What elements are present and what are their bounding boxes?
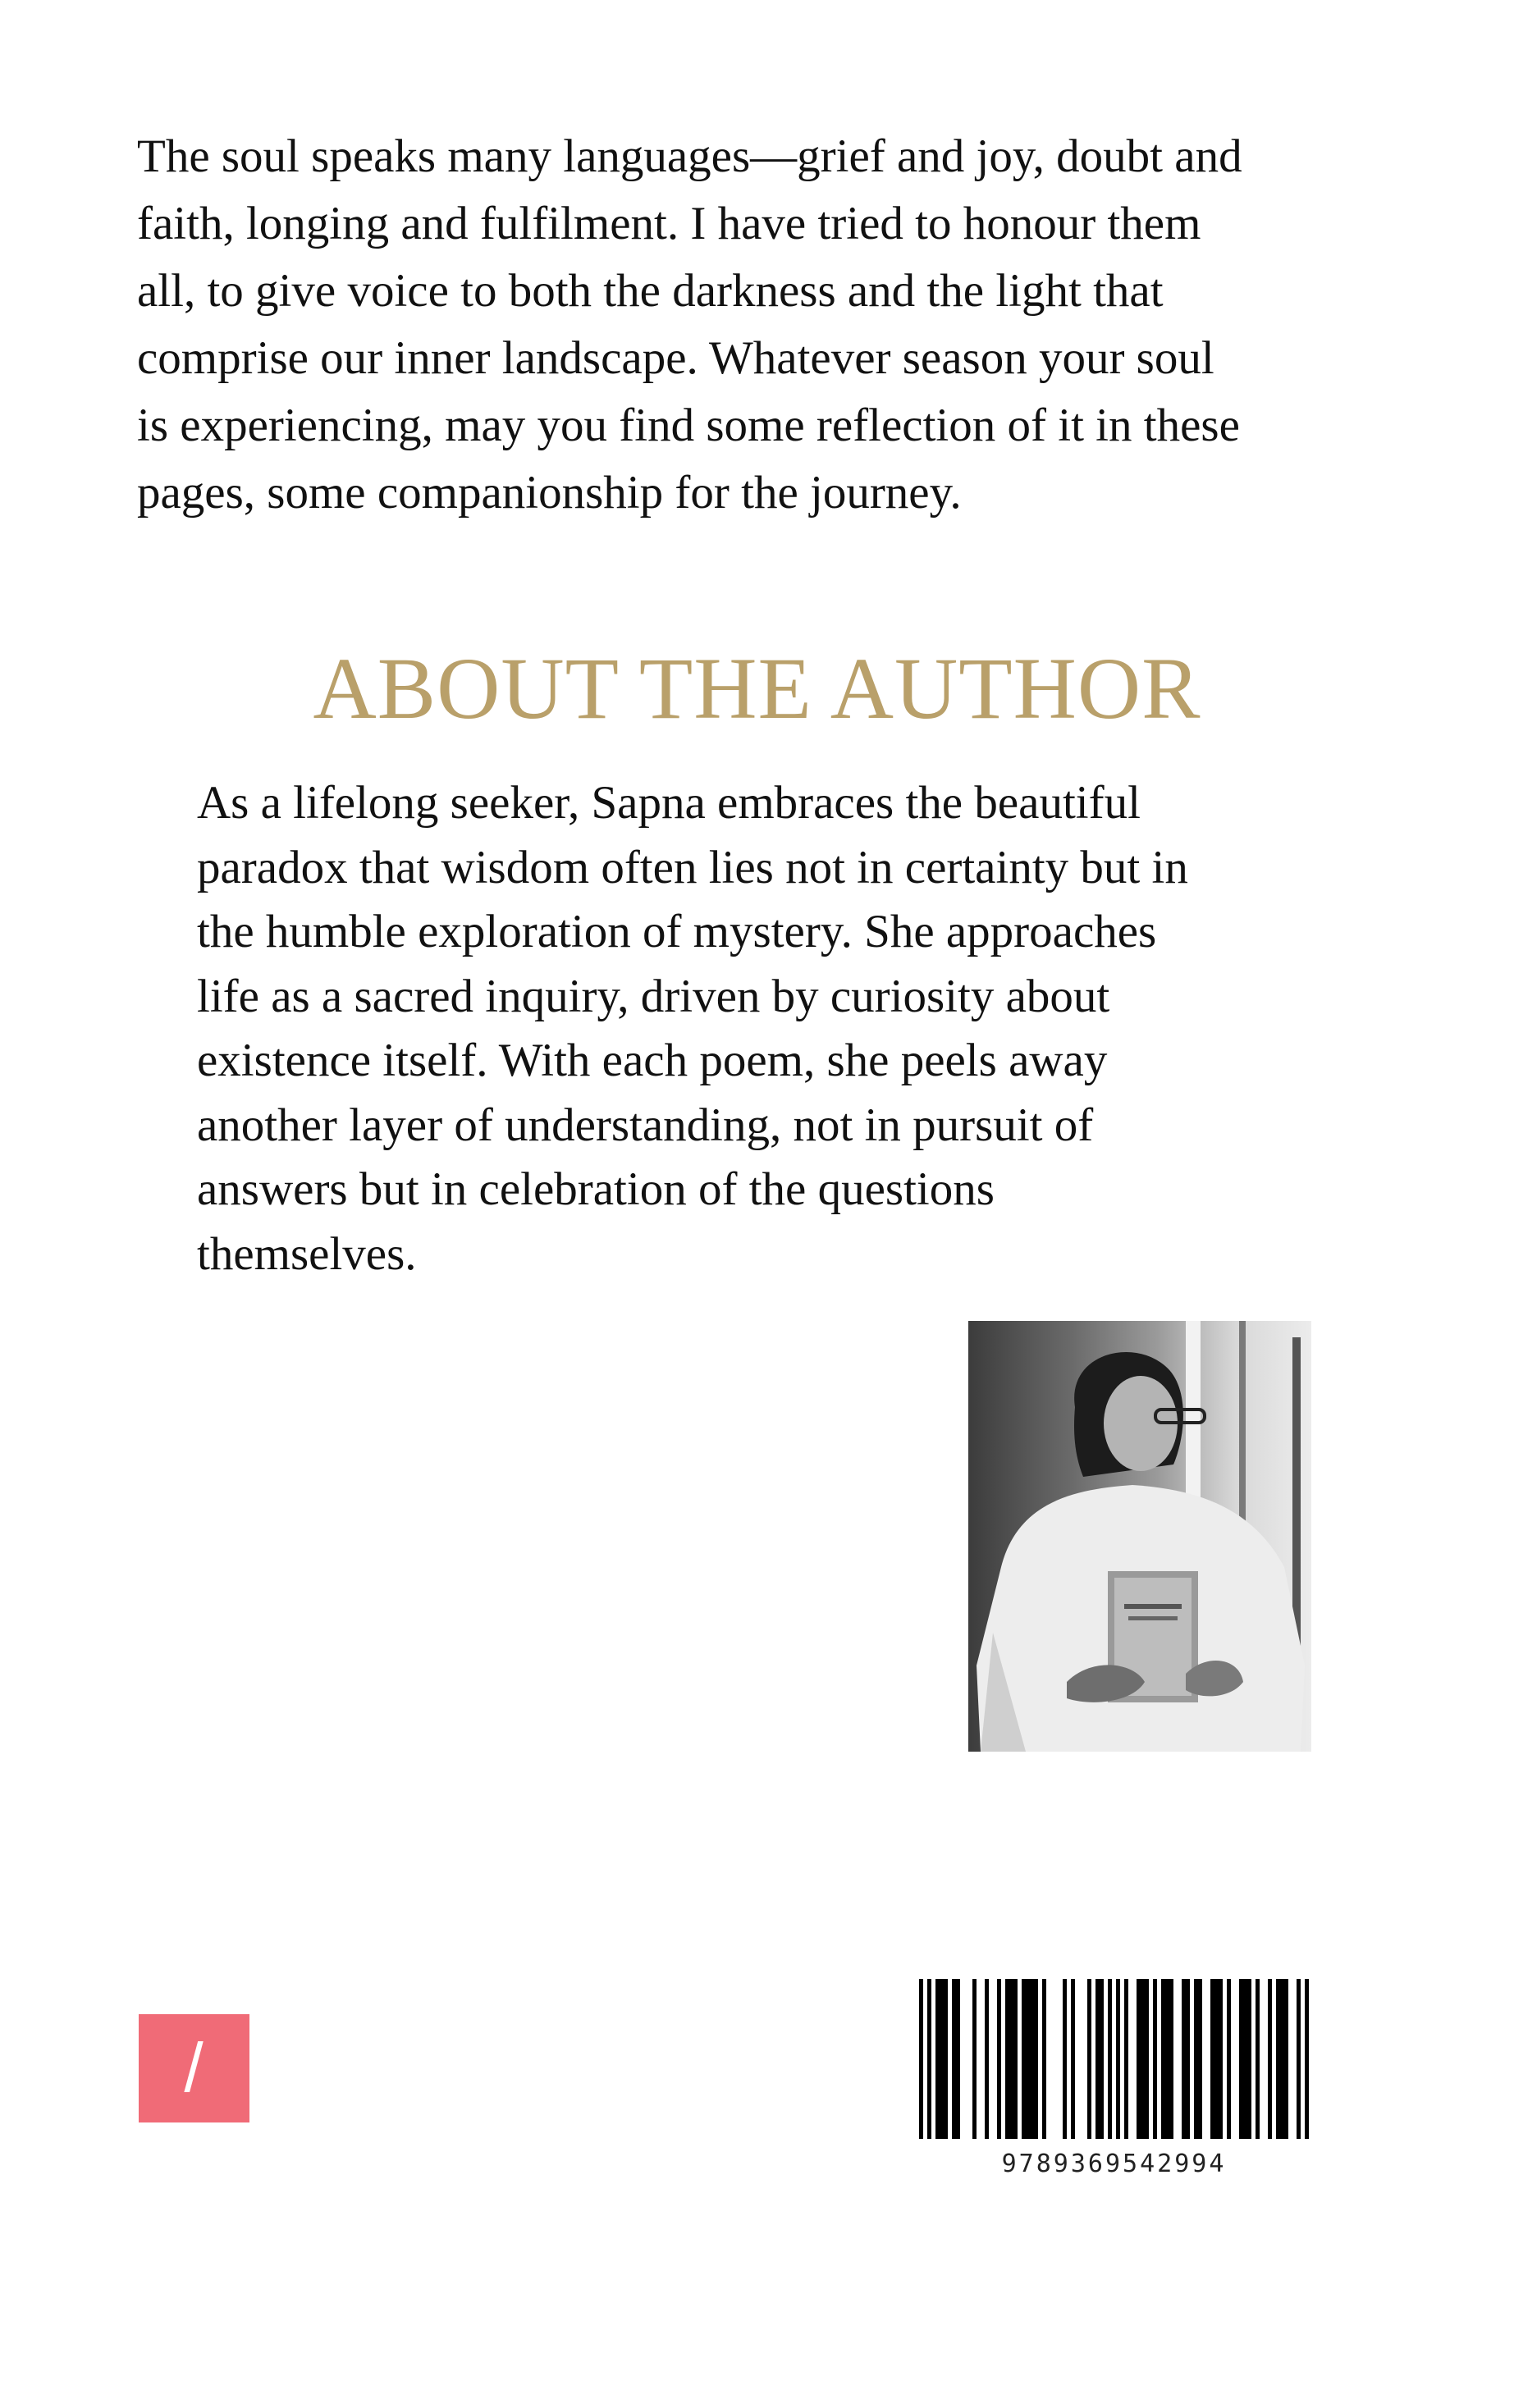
- barcode-bar: [1256, 1979, 1260, 2139]
- barcode-bar: [1227, 1979, 1231, 2139]
- barcode-bar: [1194, 1979, 1202, 2139]
- barcode-bar: [1137, 1979, 1149, 2139]
- barcode-bar: [952, 1979, 960, 2139]
- barcode-bar: [1108, 1979, 1112, 2139]
- about-author-heading: ABOUT THE AUTHOR: [313, 641, 1201, 738]
- barcode-bar: [1239, 1979, 1251, 2139]
- barcode-bar: [1087, 1979, 1091, 2139]
- barcode-bar: [1268, 1979, 1272, 2139]
- barcode-bar: [1124, 1979, 1128, 2139]
- barcode-bar: [1182, 1979, 1190, 2139]
- author-bio: As a lifelong seeker, Sapna embraces the beautiful paradox that wisdom often lies not in certainty but in the humble exploration of mystery. She approaches life as a sacred inquiry, driven by curiosity about existence itself. With each poem, she peels away another layer of understanding, not in pursuit of answers but in celebration of the questions themselves.: [197, 777, 1188, 1280]
- barcode-bar: [1022, 1979, 1038, 2139]
- isbn-number: 9789369542994: [1001, 2150, 1227, 2178]
- barcode-bar: [972, 1979, 977, 2139]
- barcode-bar: [1297, 1979, 1301, 2139]
- barcode-bars: [919, 1979, 1309, 2139]
- barcode-bar: [1161, 1979, 1173, 2139]
- barcode-bar: [1276, 1979, 1288, 2139]
- barcode-bar: [1095, 1979, 1104, 2139]
- isbn-barcode: [919, 1979, 1309, 2178]
- barcode-bar: [927, 1979, 931, 2139]
- publisher-logo: [139, 2014, 249, 2122]
- barcode-bar: [1116, 1979, 1120, 2139]
- barcode-bar: [997, 1979, 1001, 2139]
- barcode-bar: [1071, 1979, 1075, 2139]
- barcode-bar: [919, 1979, 923, 2139]
- barcode-bar: [1042, 1979, 1046, 2139]
- barcode-bar: [1063, 1979, 1067, 2139]
- barcode-bar: [1210, 1979, 1223, 2139]
- barcode-bar: [985, 1979, 989, 2139]
- barcode-bar: [1153, 1979, 1157, 2139]
- svg-text:/: /: [184, 2029, 204, 2106]
- intro-paragraph: The soul speaks many languages—grief and joy, doubt and faith, longing and fulfilment. I have tried to honour them all, to give voice to both the darkness and the light that comprise our inner landscape. Whatever season your soul is experiencing, may you find some reflection of it in these pages, some companionship for the journey.: [137, 130, 1242, 519]
- barcode-bar: [1005, 1979, 1018, 2139]
- barcode-bar: [935, 1979, 948, 2139]
- barcode-bar: [1305, 1979, 1309, 2139]
- author-photo: [968, 1321, 1311, 1752]
